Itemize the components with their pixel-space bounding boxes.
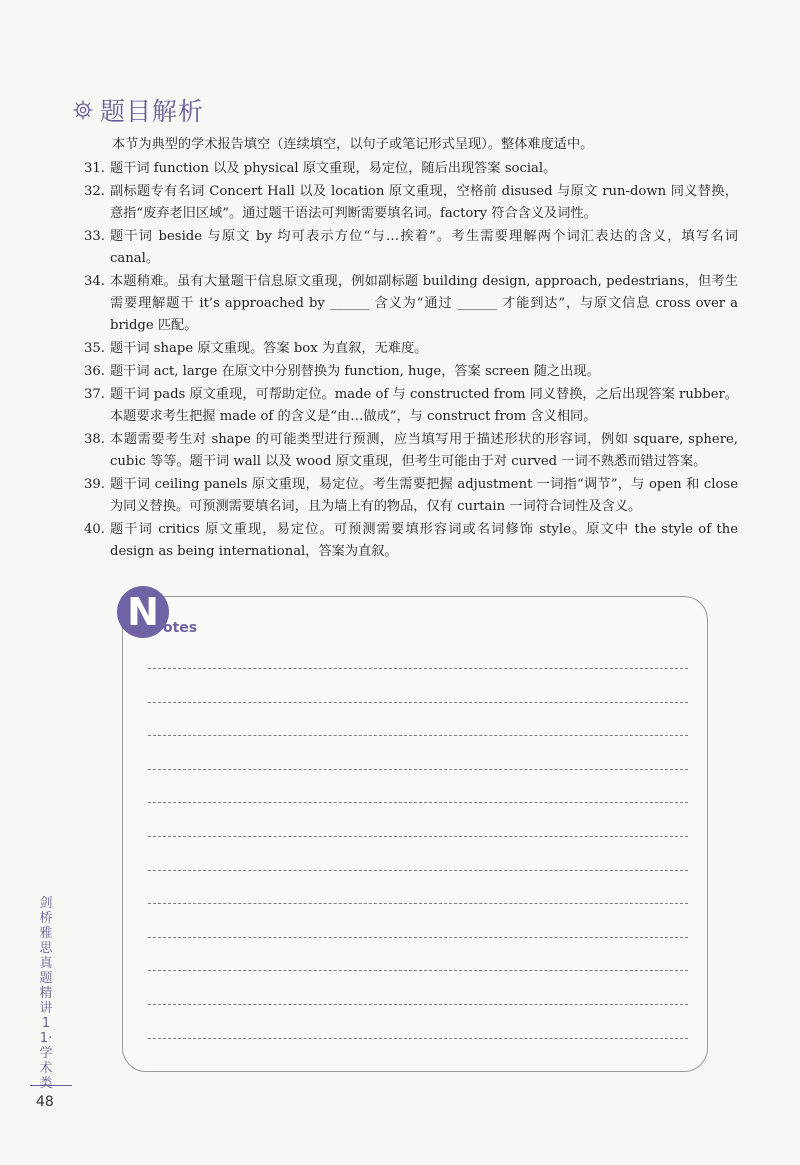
analysis-list [84, 158, 738, 564]
analysis-item [84, 338, 738, 360]
item-number: 40. [84, 522, 105, 537]
item-text: 本题需要考生对 shape 的可能类型进行预测，应当填写用于描述形状的形容词，例如 square, sphere, cubic 等等。题干词 wall 以及 wood 原文重现，但考生可能由于对 curved 一词不熟悉而错过答案。 [110, 432, 738, 469]
note-line [148, 903, 688, 904]
analysis-item [84, 384, 738, 428]
note-line [148, 836, 688, 837]
item-text: 题干词 act, large 在原文中分别替换为 function, huge，答案 screen 随之出现。 [110, 364, 600, 379]
analysis-item [84, 474, 738, 518]
page-number: 48 [36, 1094, 54, 1110]
notes-label: otes [163, 620, 198, 636]
note-line [148, 735, 688, 736]
item-text: 副标题专有名词 Concert Hall 以及 location 原文重现，空格前 disused 与原文 run-down 同义替换，意指“废弃老旧区域”。通过题干语法可判断需要填名词。factory 符合含义及词性。 [110, 184, 738, 221]
section-header [72, 92, 204, 128]
page-divider [30, 1085, 72, 1086]
analysis-item [84, 158, 738, 180]
intro-paragraph: 本节为典型的学术报告填空（连续填空，以句子或笔记形式呈现）。整体难度适中。 [112, 137, 594, 152]
item-number: 33. [84, 229, 105, 244]
analysis-item [84, 519, 738, 563]
note-line [148, 937, 688, 938]
item-number: 32. [84, 184, 105, 199]
item-number: 38. [84, 432, 105, 447]
item-number: 35. [84, 341, 105, 356]
note-line [148, 970, 688, 971]
analysis-item [84, 226, 738, 270]
book-title-tab: 剑桥雅思真题精讲11·学术类 [39, 896, 53, 1091]
analysis-item [84, 181, 738, 225]
analysis-item [84, 271, 738, 337]
item-text: 题干词 pads 原文重现，可帮助定位。made of 与 constructed from 同义替换，之后出现答案 rubber。本题要求考生把握 made of 的含义是“由…做成”，与 construct from 含义相同。 [110, 387, 738, 424]
analysis-item [84, 429, 738, 473]
item-text: 题干词 shape 原文重现。答案 box 为直叙，无难度。 [110, 341, 428, 356]
item-number: 37. [84, 387, 105, 402]
notes-initial: N [117, 586, 169, 638]
gear-icon [72, 99, 94, 121]
item-text: 本题稍难。虽有大量题干信息原文重现，例如副标题 building design, approach, pedestrians，但考生需要理解题干 it’s approached by ______ 含义为“通过 ______ 才能到达”，与原文信息 cross over a bridge 匹配。 [110, 274, 738, 333]
note-line [148, 769, 688, 770]
section-title: 题目解析 [100, 97, 205, 126]
item-text: 题干词 beside 与原文 by 均可表示方位“与…挨着”。考生需要理解两个词汇表达的含义，填写名词 canal。 [110, 229, 738, 266]
note-line [148, 1004, 688, 1005]
note-line [148, 668, 688, 669]
note-line [148, 1038, 688, 1039]
analysis-item [84, 361, 738, 383]
notes-badge [117, 586, 197, 638]
item-number: 34. [84, 274, 105, 289]
item-text: 题干词 ceiling panels 原文重现，易定位。考生需要把握 adjustment 一词指“调节”，与 open 和 close 为同义替换。可预测需要填名词，且为墙上有的物品，仅有 curtain 一词符合词性及含义。 [110, 477, 738, 514]
item-text: 题干词 critics 原文重现，易定位。可预测需要填形容词或名词修饰 style。原文中 the style of the design as being international，答案为直叙。 [110, 522, 738, 559]
item-text: 题干词 function 以及 physical 原文重现，易定位，随后出现答案 social。 [110, 161, 557, 176]
item-number: 39. [84, 477, 105, 492]
item-number: 31. [84, 161, 105, 176]
note-line [148, 802, 688, 803]
note-line [148, 870, 688, 871]
note-line [148, 702, 688, 703]
item-number: 36. [84, 364, 105, 379]
